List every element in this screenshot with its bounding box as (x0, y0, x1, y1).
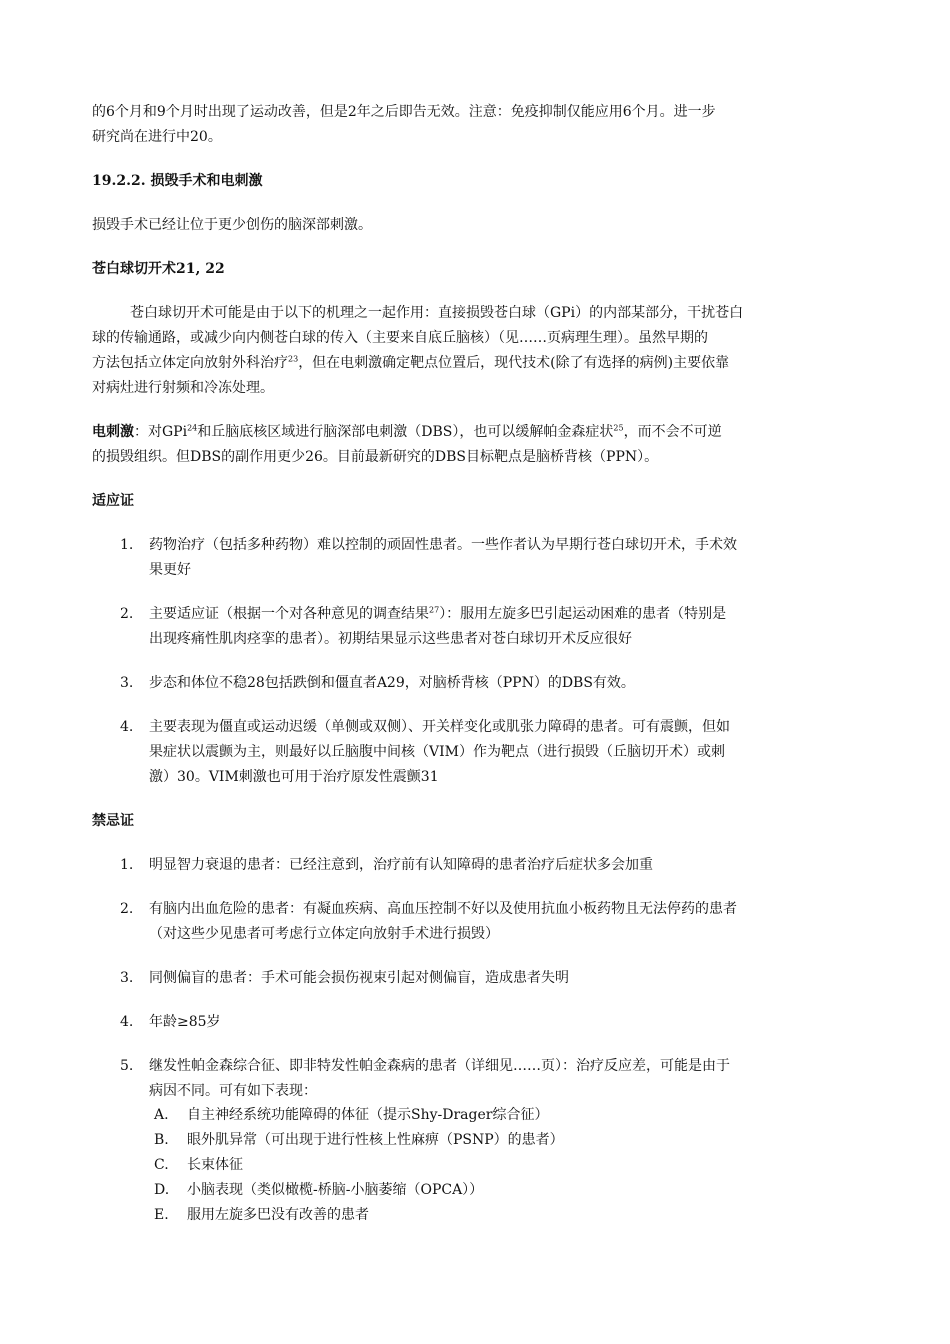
indication-num-1: 1. (120, 537, 134, 553)
indication-1-line-1: 药物治疗（包括多种药物）难以控制的顽固性患者。一些作者认为早期行苍白球切开术，手术效 (149, 537, 737, 553)
subitem-text-c: 长束体征 (187, 1157, 243, 1173)
footnote-ref-23: 23 (288, 354, 299, 364)
footnote-ref-27: 27 (429, 605, 440, 615)
contra-5-line-1: 继发性帕金森综合征、即非特发性帕金森病的患者（详细见……页）：治疗反应差，可能是由于 (149, 1058, 730, 1074)
indication-num-4: 4. (120, 719, 134, 735)
pallidotomy-line-3a: 方法包括立体定向放射外科治疗 (92, 355, 288, 371)
contra-num-3: 3. (120, 970, 134, 986)
pallidotomy-line-3b: ，但在电刺激确定靶点位置后，现代技术(除了有选择的病例)主要依靠 (298, 355, 730, 371)
dbs-label: 电刺激 (92, 424, 134, 440)
footnote-ref-24: 24 (187, 423, 198, 433)
indication-num-2: 2. (120, 606, 134, 622)
intro-line-1: 的6个月和9个月时出现了运动改善，但是2年之后即告无效。注意：免疫抑制仅能应用6个月。进一步 (92, 104, 716, 120)
pallidotomy-line-4: 对病灶进行射频和冷冻处理。 (92, 380, 274, 396)
dbs-line-1b: 和丘脑底核区域进行脑深部电刺激（DBS），也可以缓解帕金森症状 (197, 424, 614, 440)
contra-num-2: 2. (120, 901, 134, 917)
contra-num-5: 5. (120, 1058, 134, 1074)
subitem-label-b: B. (154, 1132, 169, 1148)
dbs-line-2: 的损毁组织。但DBS的副作用更少26。目前最新研究的DBS目标靶点是脑桥背核（PPN）。 (92, 449, 659, 465)
subitem-label-a: A. (154, 1107, 169, 1123)
indication-2-line-1 (149, 602, 726, 626)
pallidotomy-line-1: 苍白球切开术可能是由于以下的机理之一起作用：直接损毁苍白球（GPi）的内部某部分，干扰苍白 (130, 305, 744, 321)
subitem-label-d: D. (154, 1182, 170, 1198)
indication-4-line-1: 主要表现为僵直或运动迟缓（单侧或双侧）、开关样变化或肌张力障碍的患者。可有震颤，但如 (149, 719, 730, 735)
contra-1-line-1: 明显智力衰退的患者：已经注意到，治疗前有认知障碍的患者治疗后症状多会加重 (149, 857, 653, 873)
pallidotomy-line-3 (92, 351, 729, 375)
indication-2-line-1a: 主要适应证（根据一个对各种意见的调查结果 (149, 606, 429, 622)
contra-num-4: 4. (120, 1014, 134, 1030)
contraindications-heading: 禁忌证 (92, 813, 134, 829)
dbs-line-1a: ：对GPi (134, 424, 188, 440)
subitem-text-d: 小脑表现（类似橄榄-桥脑-小脑萎缩（OPCA）） (187, 1182, 484, 1198)
subitem-text-e: 服用左旋多巴没有改善的患者 (187, 1207, 369, 1223)
indication-2-line-2: 出现疼痛性肌肉痉挛的患者）。初期结果显示这些患者对苍白球切开术反应很好 (149, 631, 632, 647)
indication-4-line-3: 激）30。VIM刺激也可用于治疗原发性震颤31 (149, 769, 439, 785)
pallidotomy-line-2: 球的传输通路，或减少向内侧苍白球的传入（主要来自底丘脑核）（见……页病理生理）。虽然早期的 (92, 330, 708, 346)
footnote-ref-25: 25 (613, 423, 624, 433)
subitem-label-c: C. (154, 1157, 169, 1173)
contra-num-1: 1. (120, 857, 134, 873)
contra-2-line-2: （对这些少见患者可考虑行立体定向放射手术进行损毁） (149, 926, 499, 942)
subitem-text-b: 眼外肌异常（可出现于进行性核上性麻痹（PSNP）的患者） (187, 1132, 564, 1148)
pallidotomy-heading: 苍白球切开术21, 22 (92, 261, 225, 277)
indication-1-line-2: 果更好 (149, 562, 191, 578)
dbs-line-1 (92, 420, 722, 444)
subitem-text-a: 自主神经系统功能障碍的体征（提示Shy-Drager综合征） (187, 1107, 549, 1123)
intro-line-2: 研究尚在进行中20。 (92, 129, 222, 145)
section-heading: 19.2.2. 损毁手术和电刺激 (92, 173, 263, 189)
contra-5-line-2: 病因不同。可有如下表现： (149, 1083, 317, 1099)
section-text: 损毁手术已经让位于更少创伤的脑深部刺激。 (92, 217, 372, 233)
indication-4-line-2: 果症状以震颤为主，则最好以丘脑腹中间核（VIM）作为靶点（进行损毁（丘脑切开术）或刺 (149, 744, 725, 760)
indication-num-3: 3. (120, 675, 134, 691)
indication-2-line-1b: ）：服用左旋多巴引起运动困难的患者（特别是 (439, 606, 727, 622)
indications-heading: 适应证 (92, 493, 134, 509)
dbs-line-1c: ，而不会不可逆 (623, 424, 722, 440)
contra-4-line-1: 年龄≥85岁 (149, 1014, 221, 1030)
subitem-label-e: E. (154, 1207, 169, 1223)
contra-3-line-1: 同侧偏盲的患者：手术可能会损伤视束引起对侧偏盲，造成患者失明 (149, 970, 569, 986)
contra-2-line-1: 有脑内出血危险的患者：有凝血疾病、高血压控制不好以及使用抗血小板药物且无法停药的患者 (149, 901, 737, 917)
indication-3-line-1: 步态和体位不稳28包括跌倒和僵直者A29，对脑桥背核（PPN）的DBS有效。 (149, 675, 635, 691)
